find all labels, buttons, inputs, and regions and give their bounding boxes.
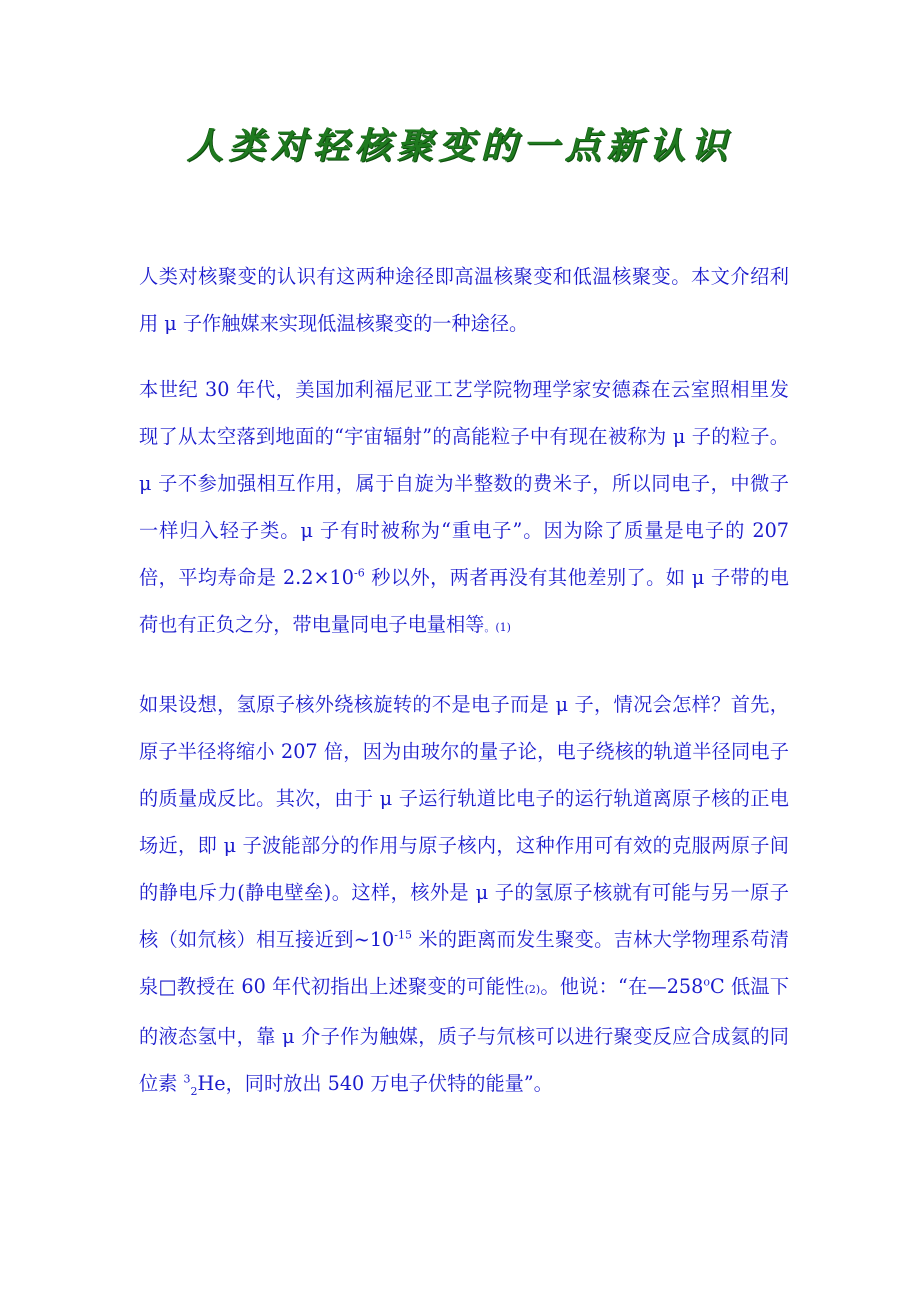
text-run: He，同时放出 540 万电子伏特的能量”。 <box>197 1072 553 1095</box>
text-run: 人类对核聚变的认识有这两种途径即高温核聚变和低温核聚变。本文介绍利用 μ 子作触媒来实现低温核聚变的一种途径。 <box>139 265 789 335</box>
paragraph-intro <box>139 253 789 347</box>
text-run: 米的距离而发生聚变。吉林大学物理系苟清泉□教授在 60 年代初指出上述聚变的可能性 <box>139 928 789 998</box>
superscript: o <box>703 975 710 989</box>
superscript: 3 <box>183 1072 191 1086</box>
superscript: -15 <box>394 928 412 942</box>
text-run: C 低温下的液态氢中，靠 μ 介子作为触媒，质子与氘核可以进行聚变反应合成氦的同位素 <box>139 975 790 1095</box>
text-run: 秒以外，两者再没有其他差别了。如 μ 子带的电荷也有正负之分，带电量同电子电量相等 <box>139 566 789 636</box>
paragraph-muon-catalyzed-fusion <box>139 681 789 1107</box>
paragraph-muon-discovery <box>139 366 789 651</box>
text-run: 。他说：“在—258 <box>540 975 704 998</box>
subscript: 2 <box>190 1084 198 1098</box>
text-run: 本世纪 30 年代，美国加利福尼亚工艺学院物理学家安德森在云室照相里发现了从太空落到地面的“宇宙辐射”的高能粒子中有现在被称为 μ 子的粒子。μ 子不参加强相互作用，属于自旋为半整数的费米子，所以同电子，中微子一样归入轻子类。μ 子有时被称为“重电子”。因为除了质量是电子的 207 倍，平均寿命是 2.2×10 <box>139 378 789 589</box>
reference-marker: 。(1) <box>484 621 511 634</box>
text-run: 如果设想，氢原子核外绕核旋转的不是电子而是 μ 子，情况会怎样？首先，原子半径将缩小 207 倍，因为由玻尔的量子论，电子绕核的轨道半径同电子的质量成反比。其次，由于 μ 子运行轨道比电子的运行轨道离原子核的正电场近，即 μ 子波能部分的作用与原子核内，这种作用可有效的克服两原子间的静电斥力(静电壁垒)。这样，核外是 μ 子的氢原子核就有可能与另一原子核（如氘核）相互接近到~10 <box>139 693 789 951</box>
document-title: 人类对轻核聚变的一点新认识 <box>186 125 733 167</box>
superscript: -6 <box>353 566 365 580</box>
reference-marker: (2) <box>524 983 541 996</box>
